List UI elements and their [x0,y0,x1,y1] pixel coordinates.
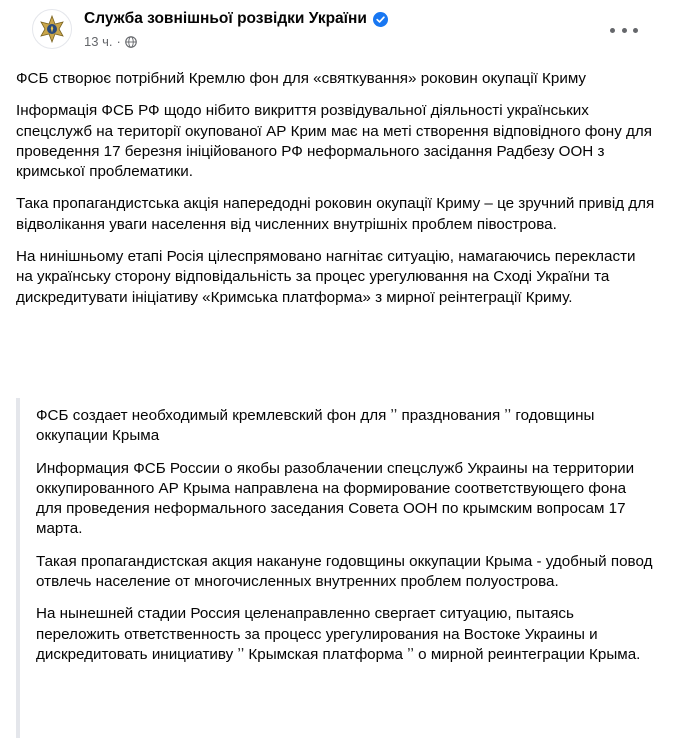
quote-paragraph: На нынешней стадии Россия целенаправленно свергает ситуацию, пытаясь переложить ответственность за процесс урегулирования на Востоке Украины и дискредитовать инициативу ʼʼ Крымская платформа ʼʼ о мирной реинтеграции Крыма. [36,605,641,663]
post-meta [84,34,137,49]
post-body [16,69,656,320]
post-paragraph: На нинішньому етапі Росія цілеспрямовано нагнітає ситуацію, намагаючись перекласти на українську сторону відповідальність за процес урегулювання на Сході України та дискредитувати ініціативу «Кримська платформа» з мирної реінтеграції Криму. [16,248,636,306]
post-header [16,0,664,64]
globe-icon[interactable] [125,36,137,48]
meta-separator: · [116,34,121,49]
agency-emblem-icon [33,10,71,48]
verified-badge-icon [373,12,388,27]
more-dot [622,28,627,33]
page-avatar[interactable] [32,9,72,49]
more-dot [633,28,638,33]
post-timestamp[interactable]: 13 ч. [84,34,113,49]
post-paragraph: ФСБ створює потрібний Кремлю фон для «святкування» роковин окупації Криму [16,70,587,87]
quote-paragraph: Такая пропагандистская акция накануне годовщины оккупации Крыма - удобный повод отвлечь население от многочисленных внутренних проблем полуострова. [36,552,653,591]
page-name-row [84,10,388,28]
quote-paragraph: Информация ФСБ России о якобы разоблачении спецслужб Украины на территории оккупированного АР Крыма направлена на формирование соответствующего фона для проведения неформального заседания Совета ООН по крымским вопросам 17 марта. [36,459,635,538]
post-paragraph: Така пропагандистська акція напередодні роковин окупації Криму – це зручний привід для відволікання уваги населення від численних внутрішніх проблем півострова. [16,195,655,233]
more-dot [610,28,615,33]
quote-paragraph: ФСБ создает необходимый кремлевский фон для ʼʼ празднования ʼʼ годовщины оккупации Крыма [36,407,595,445]
post-paragraph: Інформація ФСБ РФ щодо нібито викриття розвідувальної діяльності українських спецслужб на території окупованої АР Крим має на меті створення відповідного фону для проведення 17 березня ініційованого РФ неформального засідання Радбезу ООН з кримської проблематики. [16,102,652,181]
more-options-icon[interactable] [610,20,638,40]
quoted-text-block [16,398,656,738]
page-name[interactable]: Служба зовнішньої розвідки України [84,10,367,27]
